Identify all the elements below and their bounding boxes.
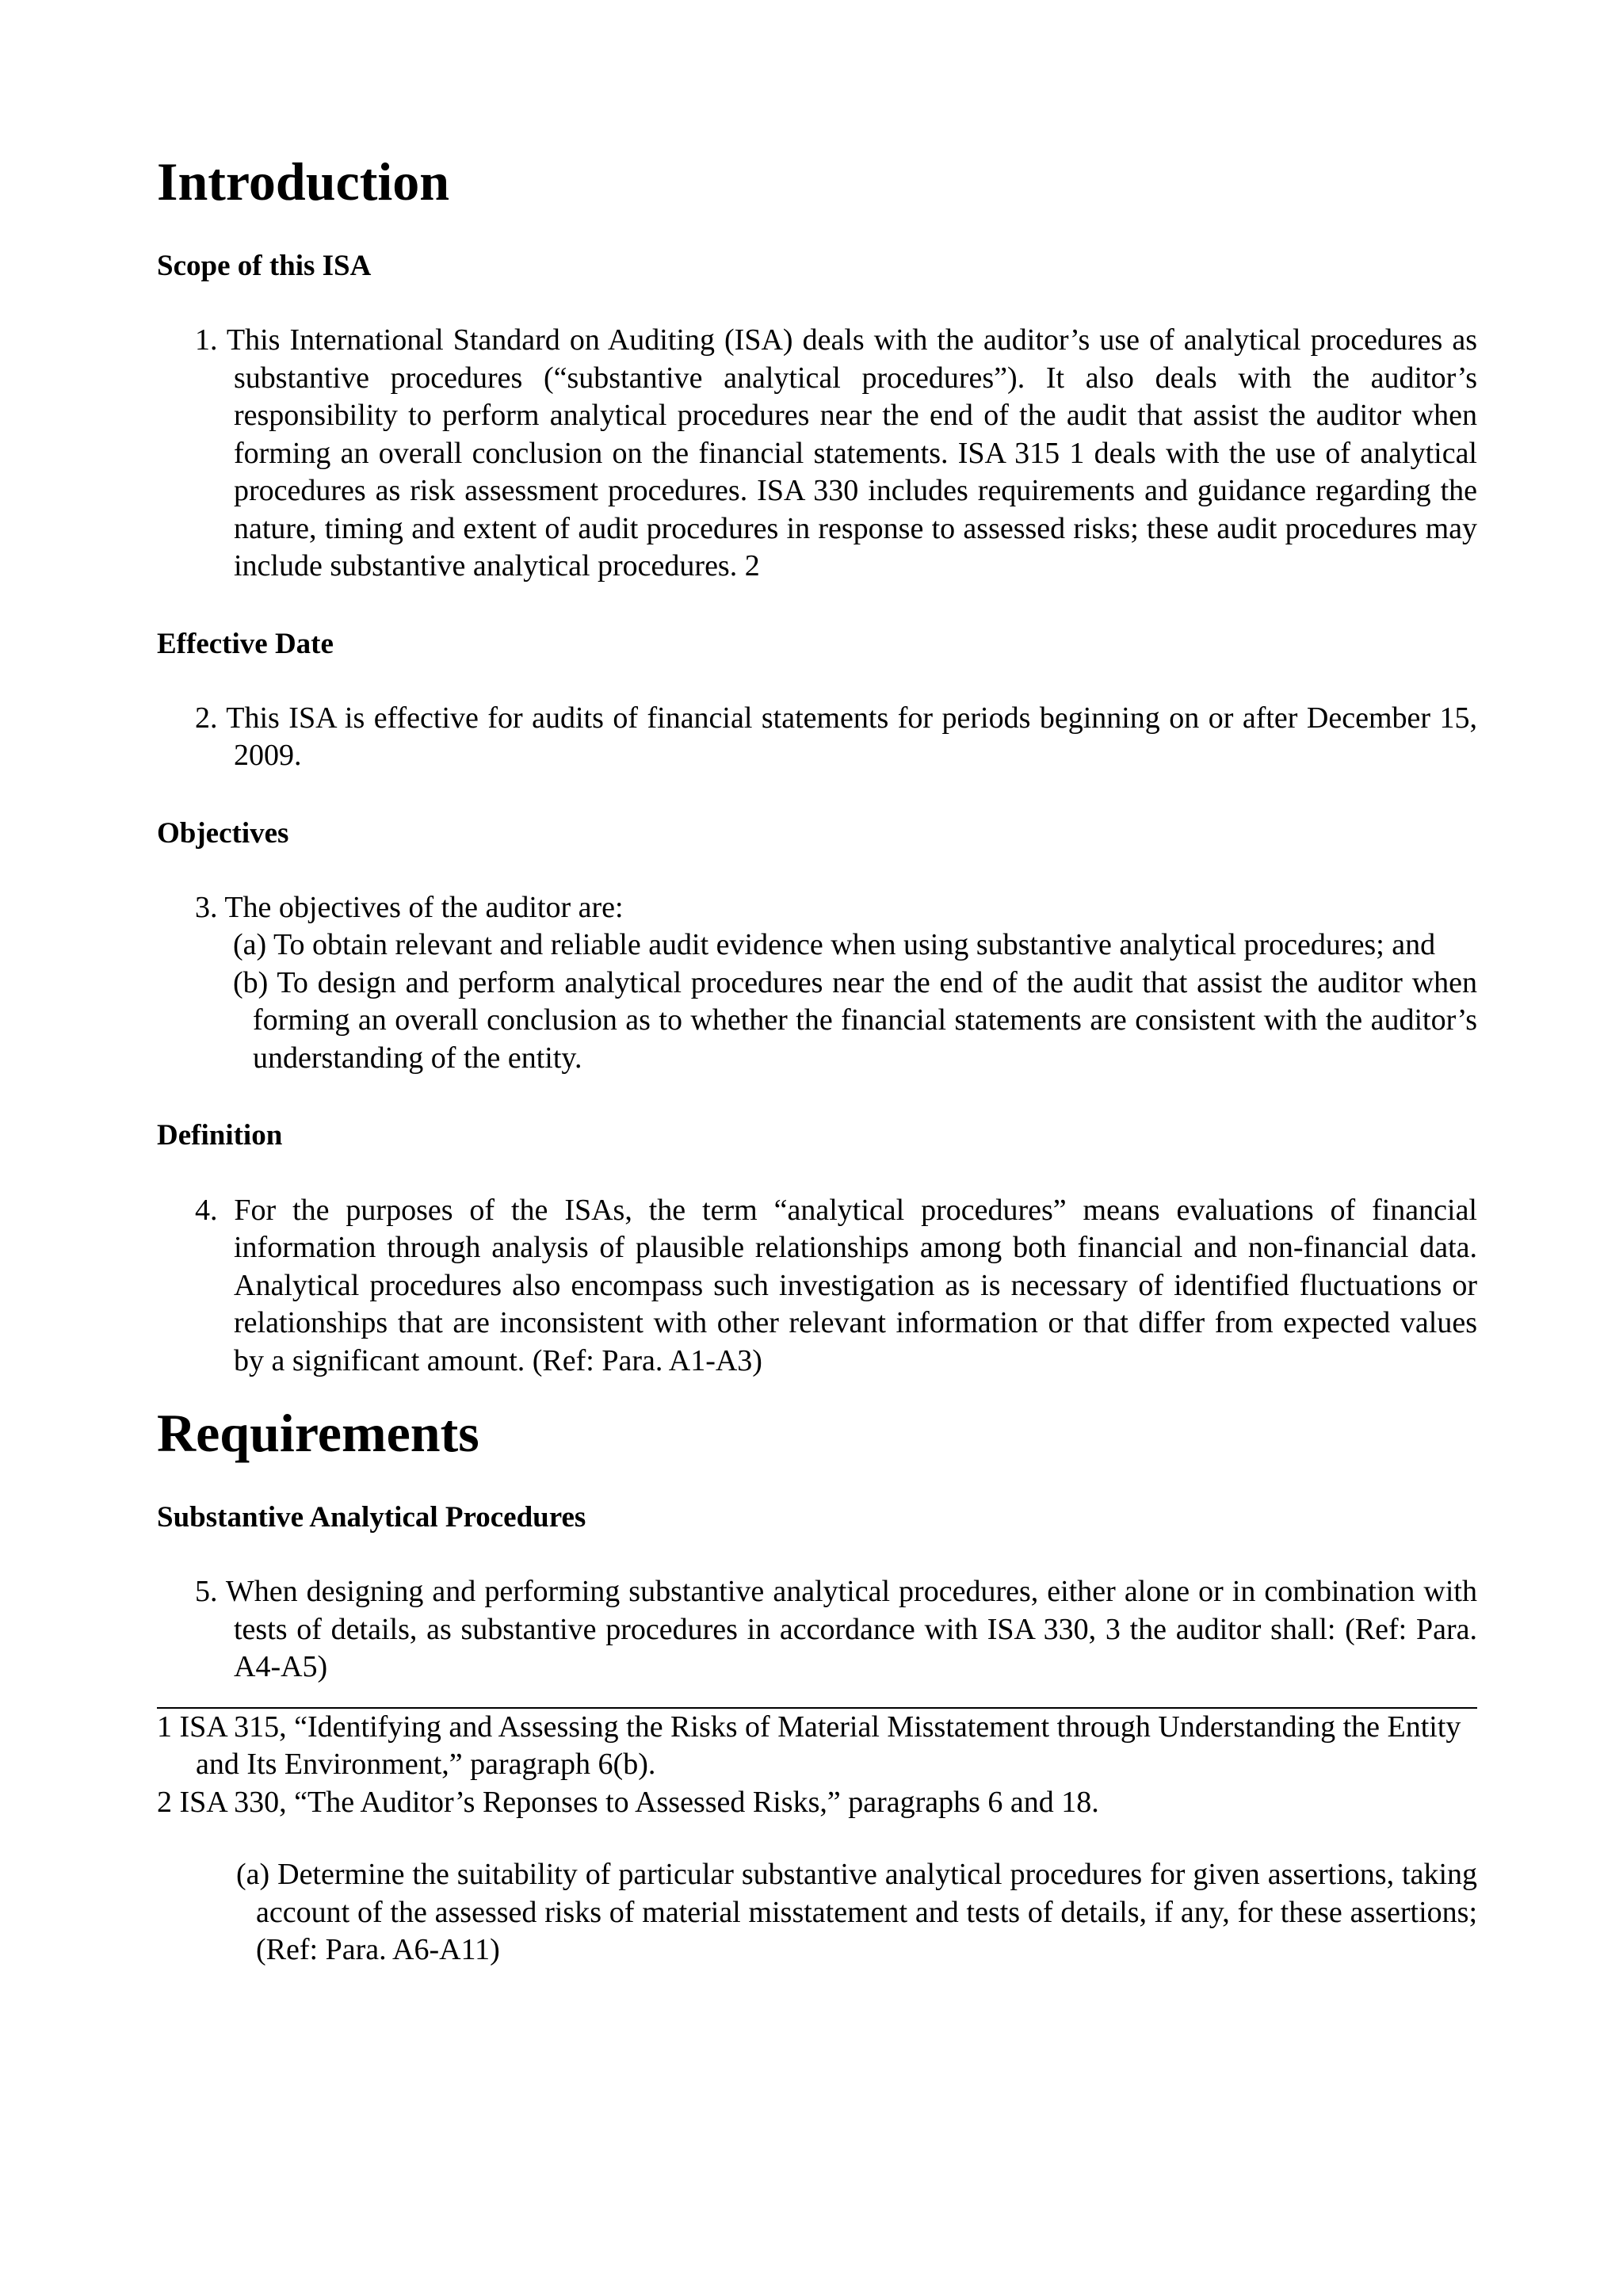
- heading-definition: Definition: [157, 1119, 283, 1152]
- paragraph-5: 5. When designing and performing substantive analytical procedures, either alone or in combination with tests of details, as substantive procedures in accordance with ISA 330, 3 the auditor shall: (Ref: Para. A4-A5): [195, 1575, 1477, 1684]
- paragraph-4: 4. For the purposes of the ISAs, the term “analytical procedures” means evaluations of financial information through analysis of plausible relationships among both financial and non-financial data. Analytical procedures also encompass such investigation as is necessary of identified fluctuations or relationships that are inconsistent with other relevant information or that differ from expected values by a significant amount. (Ref: Para. A1-A3): [195, 1193, 1477, 1377]
- paragraph-3-lead: 3. The objectives of the auditor are:: [195, 890, 624, 924]
- footnote-1: 1 ISA 315, “Identifying and Assessing the Risks of Material Misstatement through Understanding the Entity and Its Environment,” paragraph 6(b).: [157, 1710, 1461, 1782]
- objective-item-a: (a) To obtain relevant and reliable audit evidence when using substantive analytical procedures; and: [233, 928, 1436, 962]
- heading-scope: Scope of this ISA: [157, 250, 372, 283]
- paragraph-1: 1. This International Standard on Auditing (ISA) deals with the auditor’s use of analytical procedures as substantive procedures (“substantive analytical procedures”). It also deals with the auditor’s responsibility to perform analytical procedures near the end of the audit that assist the auditor when forming an overall conclusion on the financial statements. ISA 315 1 deals with the use of analytical procedures as risk assessment procedures. ISA 330 includes requirements and guidance regarding the nature, timing and extent of audit procedures in response to assessed risks; these audit procedures may include substantive analytical procedures. 2: [195, 323, 1477, 583]
- heading-objectives: Objectives: [157, 816, 289, 850]
- heading-substantive-analytical-procedures: Substantive Analytical Procedures: [157, 1501, 586, 1534]
- section-title-introduction: Introduction: [157, 151, 450, 212]
- document-page: [157, 151, 1477, 1969]
- footnotes: [157, 1707, 1477, 1822]
- objective-item-b: (b) To design and perform analytical procedures near the end of the audit that assist the auditor when forming an overall conclusion as to whether the financial statements are consistent with the auditor’s understanding of the entity.: [233, 965, 1477, 1075]
- section-title-requirements: Requirements: [157, 1403, 479, 1464]
- heading-effective-date: Effective Date: [157, 627, 334, 660]
- paragraph-2: 2. This ISA is effective for audits of financial statements for periods beginning on or after December 15, 2009.: [195, 701, 1477, 773]
- footnote-2: 2 ISA 330, “The Auditor’s Reponses to Assessed Risks,” paragraphs 6 and 18.: [157, 1785, 1099, 1819]
- requirement-item-a: (a) Determine the suitability of particular substantive analytical procedures for given assertions, taking account of the assessed risks of material misstatement and tests of details, if any, for these assertions; (Ref: Para. A6-A11): [236, 1858, 1477, 1967]
